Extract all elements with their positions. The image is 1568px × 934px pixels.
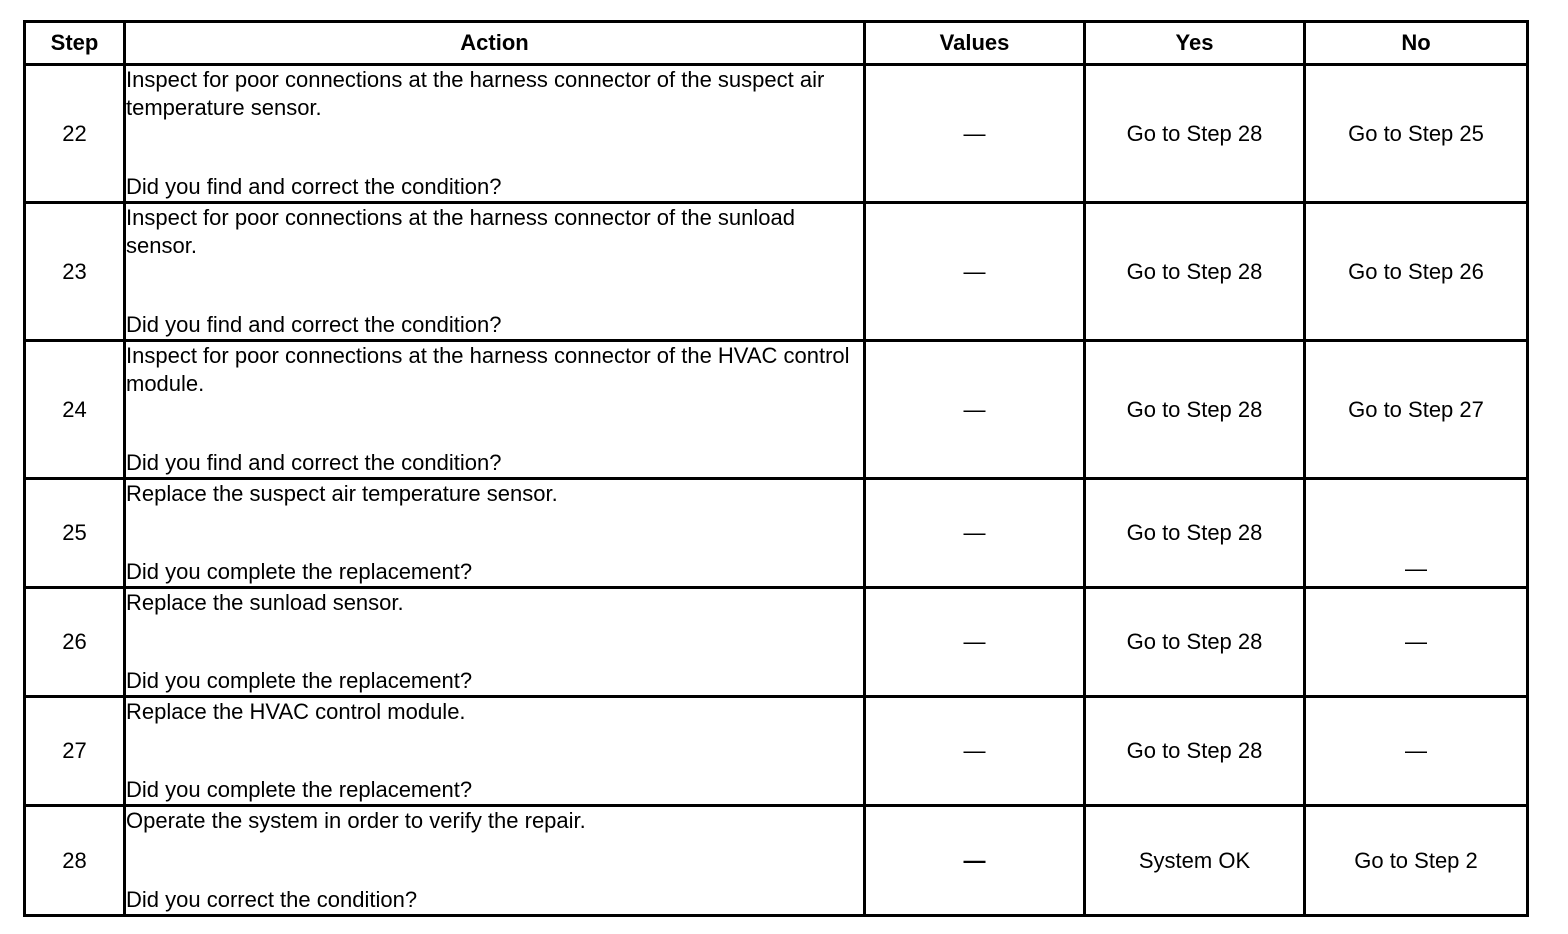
action-question: Did you correct the condition? [126, 887, 418, 912]
action-instruction: Replace the sunload sensor. [126, 590, 404, 615]
table-row [25, 65, 1528, 203]
action-question: Did you find and correct the condition? [126, 312, 502, 337]
step-number: 22 [25, 65, 125, 203]
action-cell [125, 341, 865, 479]
action-cell [125, 697, 865, 806]
header-row [25, 22, 1528, 65]
table-row [25, 203, 1528, 341]
yes-cell: Go to Step 28 [1085, 697, 1305, 806]
values-cell: — [865, 588, 1085, 697]
values-cell: — [865, 697, 1085, 806]
no-cell: Go to Step 27 [1305, 341, 1528, 479]
values-cell: — [865, 65, 1085, 203]
no-cell: — [1305, 588, 1528, 697]
no-cell: — [1305, 697, 1528, 806]
table-row [25, 806, 1528, 916]
no-cell: Go to Step 25 [1305, 65, 1528, 203]
values-cell: — [865, 203, 1085, 341]
diagnostic-table [23, 20, 1529, 917]
yes-cell: Go to Step 28 [1085, 65, 1305, 203]
yes-cell: Go to Step 28 [1085, 479, 1305, 588]
no-cell: Go to Step 26 [1305, 203, 1528, 341]
action-question: Did you complete the replacement? [126, 777, 473, 802]
step-number: 24 [25, 341, 125, 479]
table-row [25, 588, 1528, 697]
header-action: Action [125, 22, 865, 65]
action-cell [125, 65, 865, 203]
action-cell [125, 588, 865, 697]
step-number: 27 [25, 697, 125, 806]
table-row [25, 341, 1528, 479]
values-cell: — [865, 806, 1085, 916]
header-no: No [1305, 22, 1528, 65]
action-instruction: Operate the system in order to verify the repair. [126, 808, 586, 833]
header-step: Step [25, 22, 125, 65]
yes-cell: Go to Step 28 [1085, 341, 1305, 479]
action-cell [125, 479, 865, 588]
step-number: 26 [25, 588, 125, 697]
yes-cell: Go to Step 28 [1085, 203, 1305, 341]
action-instruction: Inspect for poor connections at the harness connector of the suspect air temperature sensor. [126, 67, 825, 120]
step-number: 28 [25, 806, 125, 916]
yes-cell: System OK [1085, 806, 1305, 916]
action-instruction: Replace the suspect air temperature sensor. [126, 481, 558, 506]
step-number: 23 [25, 203, 125, 341]
step-number: 25 [25, 479, 125, 588]
header-yes: Yes [1085, 22, 1305, 65]
action-question: Did you find and correct the condition? [126, 450, 502, 475]
action-question: Did you find and correct the condition? [126, 174, 502, 199]
yes-cell: Go to Step 28 [1085, 588, 1305, 697]
action-instruction: Replace the HVAC control module. [126, 699, 466, 724]
table-row [25, 479, 1528, 588]
action-cell [125, 806, 865, 916]
values-cell: — [865, 341, 1085, 479]
action-question: Did you complete the replacement? [126, 668, 473, 693]
no-cell: Go to Step 2 [1305, 806, 1528, 916]
table-row [25, 697, 1528, 806]
action-question: Did you complete the replacement? [126, 559, 473, 584]
action-instruction: Inspect for poor connections at the harness connector of the sunload sensor. [126, 205, 795, 258]
no-cell: — [1305, 479, 1528, 588]
values-cell: — [865, 479, 1085, 588]
header-values: Values [865, 22, 1085, 65]
action-cell [125, 203, 865, 341]
action-instruction: Inspect for poor connections at the harness connector of the HVAC control module. [126, 343, 850, 396]
